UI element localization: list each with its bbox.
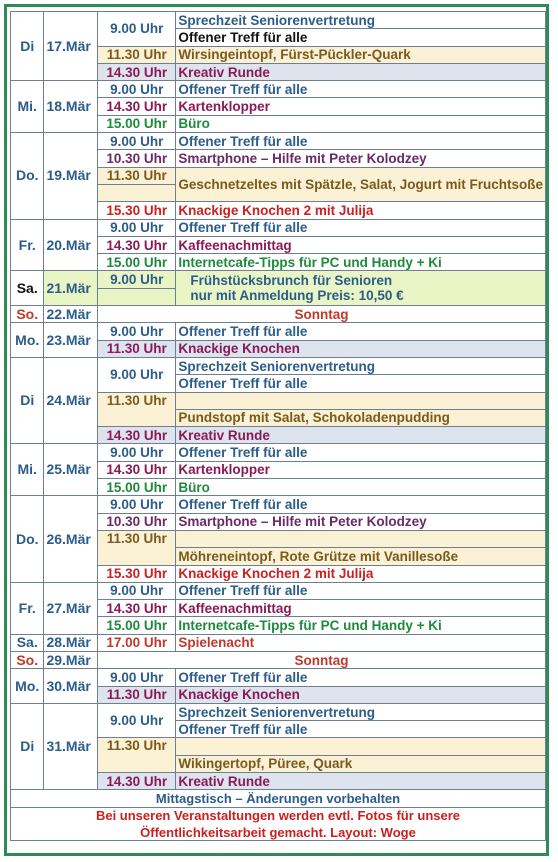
table-row (11, 219, 546, 236)
weekday-cell: Mi. (11, 81, 44, 133)
time-cell: 9.00 Uhr (98, 271, 176, 288)
date-cell: 31.Mär (44, 703, 98, 789)
event-cell: Kreativ Runde (176, 63, 546, 80)
meal-cell-blank (176, 392, 546, 409)
table-row (11, 651, 546, 668)
time-cell: 15.00 Uhr (98, 115, 176, 132)
time-cell: 15.30 Uhr (98, 202, 176, 219)
time-cell: 15.00 Uhr (98, 479, 176, 496)
time-cell: 10.30 Uhr (98, 150, 176, 167)
event-cell: Smartphone – Hilfe mit Peter Kolodzey (176, 513, 546, 530)
time-cell: 11.30 Uhr (98, 530, 176, 565)
footer-layout-note: Öffentlichkeitsarbeit gemacht. Layout: Woge (11, 824, 546, 841)
event-cell: Knackige Knochen (176, 686, 546, 703)
date-cell: 24.Mär (44, 357, 98, 443)
event-cell: Offener Treff für alle (176, 669, 546, 686)
date-cell: 23.Mär (44, 323, 98, 358)
weekday-cell: So. (11, 306, 44, 323)
date-cell: 26.Mär (44, 496, 98, 582)
time-cell-empty (98, 288, 176, 305)
event-cell: Offener Treff für alle (176, 582, 546, 599)
date-cell: 17.Mär (44, 12, 98, 81)
time-cell: 9.00 Uhr (98, 582, 176, 599)
time-cell: 15.30 Uhr (98, 565, 176, 582)
event-cell: Kaffeenachmittag (176, 600, 546, 617)
sunday-label: Sonntag (98, 306, 546, 323)
event-cell: Sprechzeit Seniorenvertretung (176, 12, 546, 29)
table-row (11, 807, 546, 824)
table-row (11, 496, 546, 513)
time-cell: 9.00 Uhr (98, 669, 176, 686)
event-cell: Knackige Knochen 2 mit Julija (176, 202, 546, 219)
time-cell: 9.00 Uhr (98, 496, 176, 513)
weekday-cell: Di (11, 12, 44, 81)
table-row (11, 357, 546, 374)
date-cell: 22.Mär (44, 306, 98, 323)
weekday-cell: Sa. (11, 634, 44, 651)
footer-photo-note: Bei unseren Veranstaltungen werden evtl. Fotos für unsere (11, 807, 546, 824)
weekday-cell: Mo. (11, 669, 44, 704)
date-cell: 21.Mär (44, 271, 98, 306)
time-cell: 14.30 Uhr (98, 427, 176, 444)
table-row (11, 582, 546, 599)
weekday-cell: Di (11, 357, 44, 443)
date-cell: 30.Mär (44, 669, 98, 704)
time-cell: 14.30 Uhr (98, 236, 176, 253)
table-row (11, 323, 546, 340)
event-cell: Offener Treff für alle (176, 444, 546, 461)
time-cell: 9.00 Uhr (98, 81, 176, 98)
time-cell-empty (98, 184, 176, 201)
time-cell: 15.00 Uhr (98, 254, 176, 271)
weekday-cell: So. (11, 651, 44, 668)
schedule-body (11, 12, 546, 841)
weekday-cell: Do. (11, 496, 44, 582)
time-cell: 14.30 Uhr (98, 461, 176, 478)
date-cell: 25.Mär (44, 444, 98, 496)
schedule-table (10, 11, 546, 841)
sunday-label: Sonntag (98, 651, 546, 668)
event-cell: Spielenacht (176, 634, 546, 651)
table-row (11, 824, 546, 841)
time-cell: 9.00 Uhr (98, 219, 176, 236)
meal-cell-blank (176, 530, 546, 547)
time-cell: 11.30 Uhr (98, 686, 176, 703)
date-cell: 18.Mär (44, 81, 98, 133)
meal-cell: Pundstopf mit Salat, Schokoladenpudding (176, 409, 546, 426)
weekday-cell: Mo. (11, 323, 44, 358)
schedule-frame (4, 4, 549, 856)
time-cell: 14.30 Uhr (98, 63, 176, 80)
event-cell: Offener Treff für alle (176, 323, 546, 340)
weekday-cell: Fr. (11, 219, 44, 271)
time-cell: 9.00 Uhr (98, 357, 176, 392)
event-cell: Sprechzeit Seniorenvertretung (176, 703, 546, 720)
brunch-title: Frühstücksbrunch für Senioren (190, 273, 393, 289)
weekday-cell: Mi. (11, 444, 44, 496)
table-row (11, 12, 546, 29)
time-cell: 11.30 Uhr (98, 738, 176, 773)
event-cell: Sprechzeit Seniorenvertretung (176, 357, 546, 374)
time-cell: 9.00 Uhr (98, 323, 176, 340)
event-cell: Knackige Knochen (176, 340, 546, 357)
table-row (11, 81, 546, 98)
meal-cell: Geschnetzeltes mit Spätzle, Salat, Jogurt mit Fruchtsoße (176, 167, 546, 202)
weekday-cell: Fr. (11, 582, 44, 634)
brunch-cell (176, 271, 546, 306)
table-row (11, 306, 546, 323)
event-cell: Knackige Knochen 2 mit Julija (176, 565, 546, 582)
time-cell: 9.00 Uhr (98, 133, 176, 150)
time-cell: 14.30 Uhr (98, 773, 176, 790)
date-cell: 27.Mär (44, 582, 98, 634)
brunch-note: nur mit Anmeldung Preis: 10,50 € (190, 288, 404, 304)
time-cell: 9.00 Uhr (98, 444, 176, 461)
weekday-cell: Do. (11, 133, 44, 219)
time-cell: 17.00 Uhr (98, 634, 176, 651)
event-cell: Offener Treff für alle (176, 721, 546, 738)
meal-cell: Möhreneintopf, Rote Grütze mit Vanillesoße (176, 548, 546, 565)
time-cell: 9.00 Uhr (98, 12, 176, 47)
table-row (11, 271, 546, 288)
event-cell: Büro (176, 479, 546, 496)
table-row (11, 669, 546, 686)
table-row (11, 703, 546, 720)
event-cell: Kartenklopper (176, 461, 546, 478)
event-cell: Offener Treff für alle (176, 29, 546, 46)
date-cell: 20.Mär (44, 219, 98, 271)
event-cell: Offener Treff für alle (176, 219, 546, 236)
meal-cell: Wikingertopf, Püree, Quark (176, 755, 546, 772)
event-cell: Kaffeenachmittag (176, 236, 546, 253)
event-cell: Kreativ Runde (176, 773, 546, 790)
event-cell: Internetcafe-Tipps für PC und Handy + Ki (176, 617, 546, 634)
time-cell: 14.30 Uhr (98, 98, 176, 115)
time-cell: 9.00 Uhr (98, 703, 176, 738)
date-cell: 29.Mär (44, 651, 98, 668)
date-cell: 19.Mär (44, 133, 98, 219)
table-row (11, 444, 546, 461)
event-cell: Offener Treff für alle (176, 496, 546, 513)
meal-cell-blank (176, 738, 546, 755)
date-cell: 28.Mär (44, 634, 98, 651)
time-cell: 10.30 Uhr (98, 513, 176, 530)
event-cell: Kreativ Runde (176, 427, 546, 444)
event-cell: Smartphone – Hilfe mit Peter Kolodzey (176, 150, 546, 167)
time-cell: 11.30 Uhr (98, 340, 176, 357)
event-cell: Büro (176, 115, 546, 132)
table-row (11, 634, 546, 651)
event-cell: Offener Treff für alle (176, 133, 546, 150)
meal-cell: Wirsingeintopf, Fürst-Pückler-Quark (176, 46, 546, 63)
event-cell: Kartenklopper (176, 98, 546, 115)
weekday-cell: Sa. (11, 271, 44, 306)
time-cell: 11.30 Uhr (98, 46, 176, 63)
table-row (11, 790, 546, 807)
event-cell: Internetcafe-Tipps für PC und Handy + Ki (176, 254, 546, 271)
time-cell: 15.00 Uhr (98, 617, 176, 634)
time-cell: 14.30 Uhr (98, 600, 176, 617)
time-cell: 11.30 Uhr (98, 167, 176, 184)
table-row (11, 133, 546, 150)
time-cell: 11.30 Uhr (98, 392, 176, 427)
event-cell: Offener Treff für alle (176, 81, 546, 98)
event-cell: Offener Treff für alle (176, 375, 546, 392)
weekday-cell: Di (11, 703, 44, 789)
footer-lunch-note: Mittagstisch – Änderungen vorbehalten (11, 790, 546, 807)
